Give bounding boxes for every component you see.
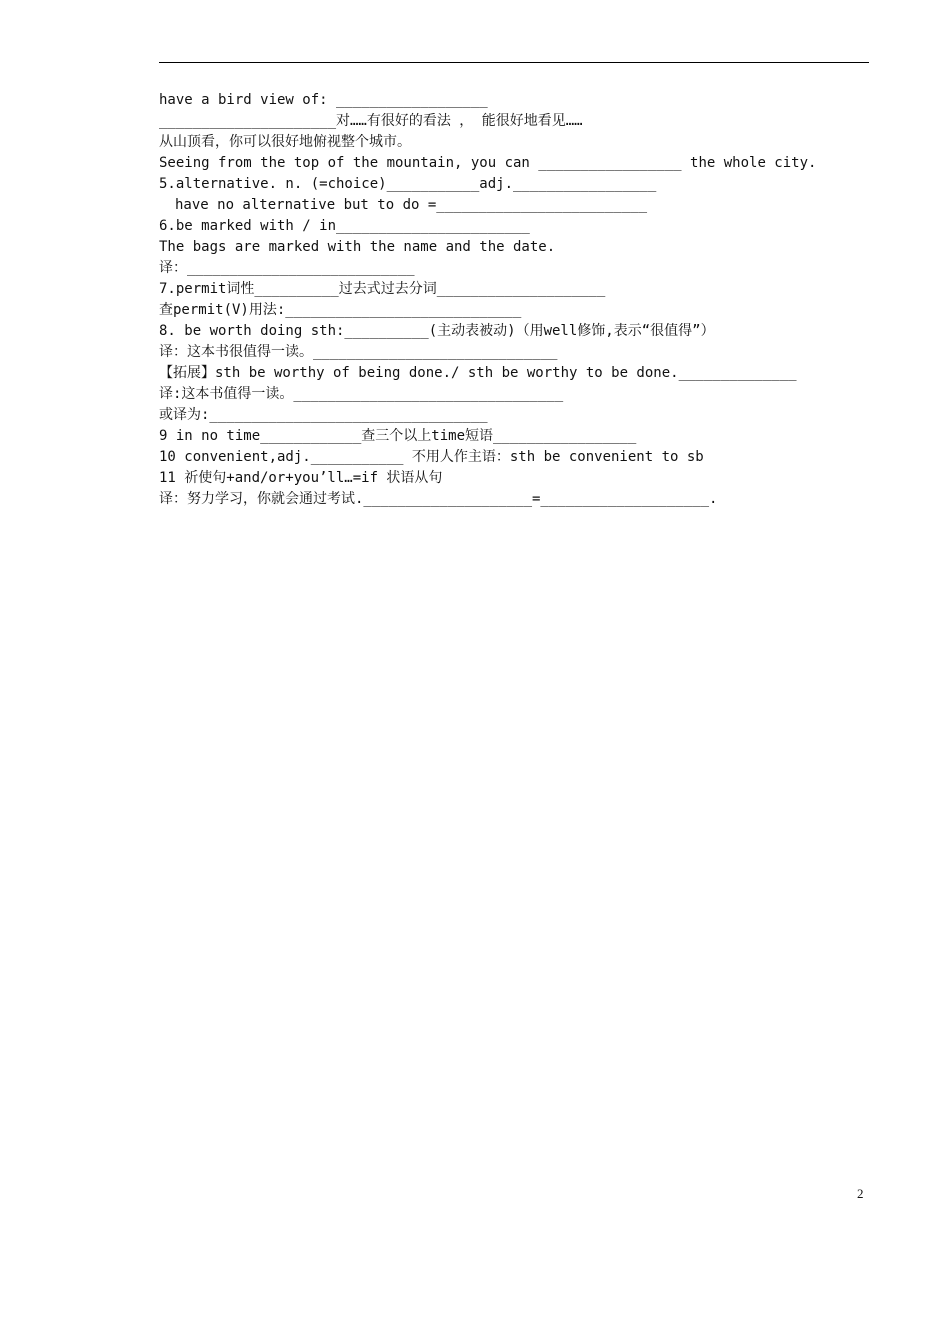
line-have-no-alternative: have no alternative but to do =_________________________ [175, 197, 648, 213]
line-bags-sentence: The bags are marked with the name and the date. [159, 239, 556, 255]
line-marked-with: 6.be marked with / in_______________________ [159, 218, 530, 234]
line-permit-usage: 查permit(V)用法:____________________________ [159, 302, 522, 318]
page-number: 2 [857, 1186, 864, 1201]
line-alt-translation: 或译为:_________________________________ [159, 407, 488, 423]
line-study-hard-translate: 译：努力学习，你就会通过考试.____________________=____________________. [159, 491, 718, 507]
line-extension-worthy: 【拓展】sth be worthy of being done./ sth be worthy to be done.______________ [159, 365, 797, 381]
line-convenient: 10 convenient,adj.___________ 不用人作主语：sth be convenient to sb [159, 449, 704, 465]
line-be-worth: 8. be worth doing sth:__________(主动表被动)（用well修饰,表示“很值得”） [159, 323, 715, 339]
line-book-worth-translate: 译：这本书很值得一读。_____________________________ [159, 344, 558, 360]
line-permit: 7.permit词性__________过去式过去分词____________________ [159, 281, 606, 297]
worksheet-body [159, 90, 859, 510]
line-imperative-pattern: 11 祈使句+and/or+you’ll…=if 状语从句 [159, 470, 443, 486]
line-bird-view-meaning: _____________________对……有很好的看法 ， 能很好地看见…… [159, 113, 583, 129]
line-book-worthy-translate: 译:这本书值得一读。________________________________ [159, 386, 564, 402]
header-rule [159, 62, 869, 63]
line-seeing-sentence: Seeing from the top of the mountain, you can _________________ the whole city. [159, 155, 817, 171]
line-bird-view: have a bird view of: __________________ [159, 92, 488, 108]
line-translation-blank: 译：___________________________ [159, 260, 415, 276]
line-in-no-time: 9 in no time____________查三个以上time短语_________________ [159, 428, 637, 444]
line-translate-prompt: 从山顶看，你可以很好地俯视整个城市。 [159, 134, 411, 150]
line-alternative: 5.alternative. n. (=choice)___________adj._________________ [159, 176, 657, 192]
